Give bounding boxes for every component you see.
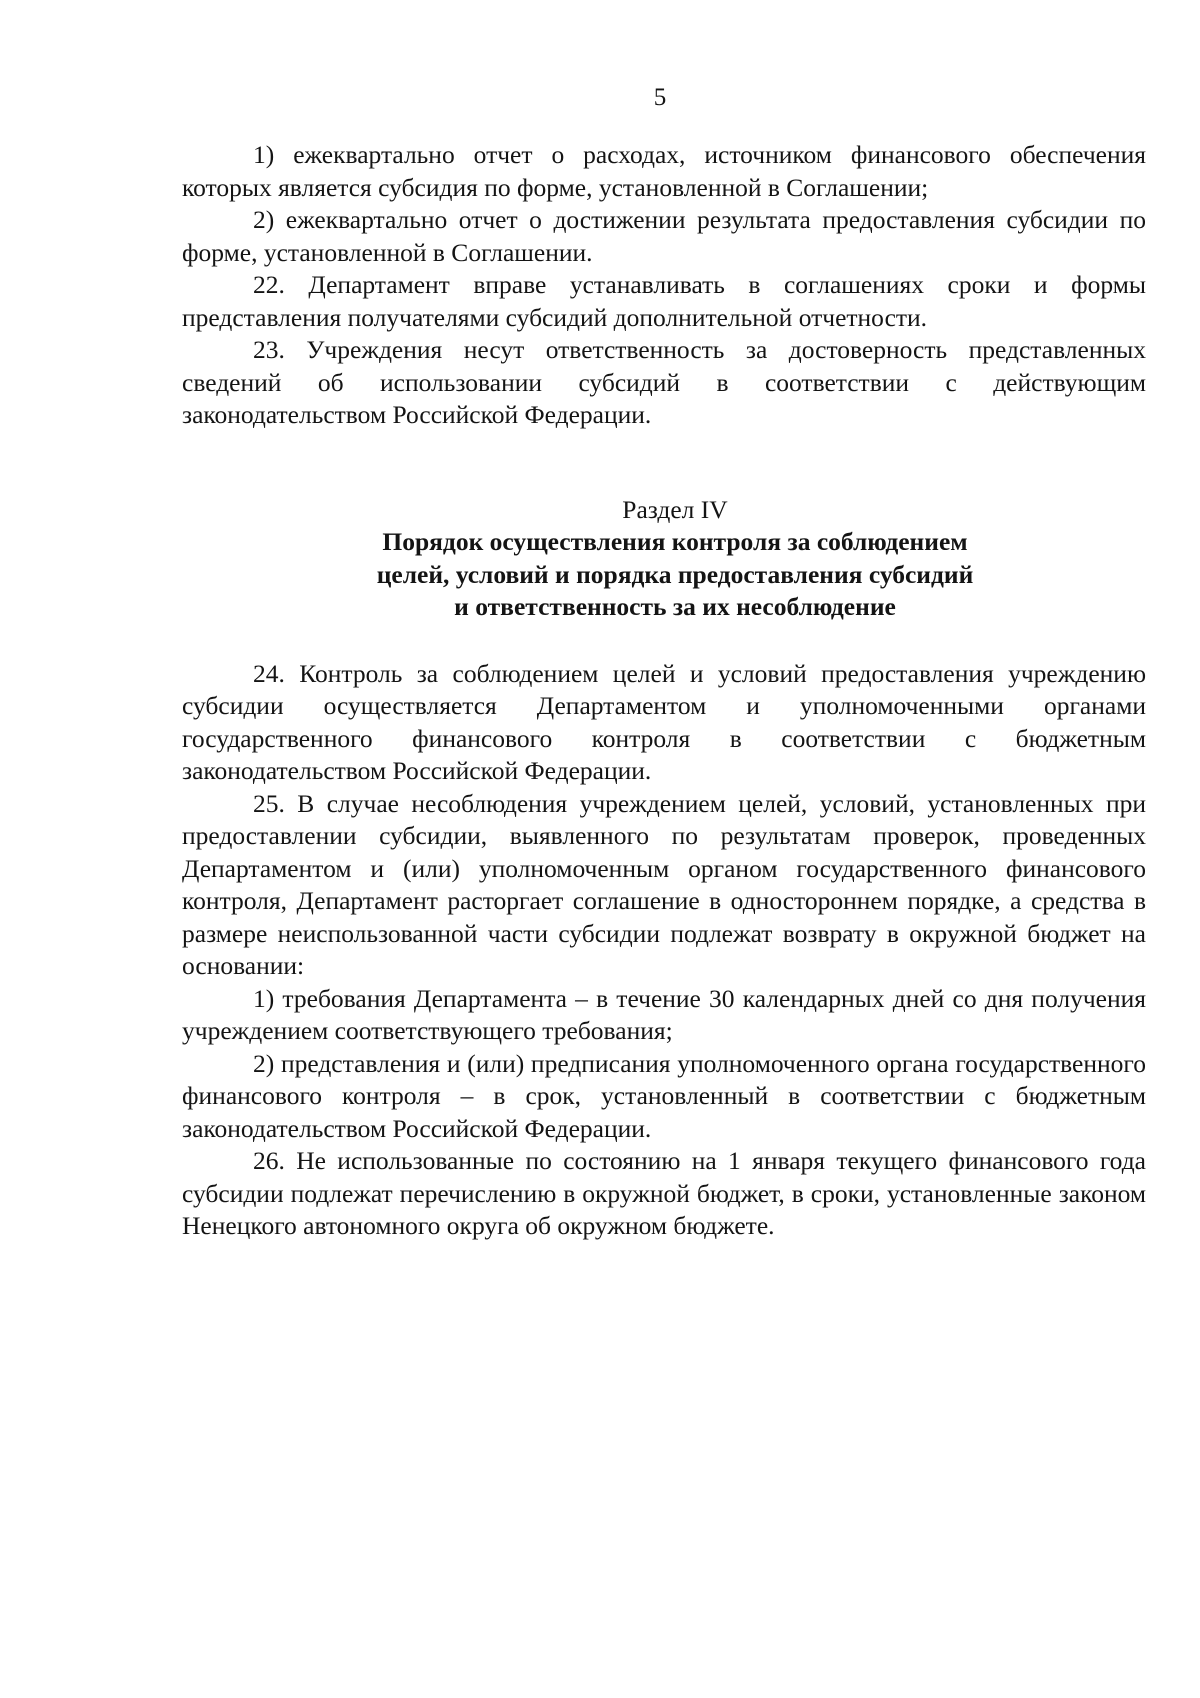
section-title-line-1: Порядок осуществления контроля за соблюдением <box>382 527 968 556</box>
section-title-line-2: целей, условий и порядка предоставления субсидий <box>376 559 974 589</box>
paragraph-22: 22. Департамент вправе устанавливать в соглашениях сроки и формы представления получателями субсидий дополнительной отчетности. <box>182 270 1146 332</box>
section-heading <box>182 494 1146 624</box>
section-label: Раздел IV <box>622 494 728 524</box>
paragraph-item-1: 1) ежеквартально отчет о расходах, источником финансового обеспечения которых является субсидия по форме, установленной в Соглашении; <box>182 140 1146 202</box>
document-body <box>182 139 1146 1243</box>
paragraph-item-2: 2) ежеквартально отчет о достижении результата предоставления субсидии по форме, установленной в Соглашении. <box>182 205 1146 267</box>
paragraph-23: 23. Учреждения несут ответственность за достоверность представленных сведений об использовании субсидий в соответствии с действующим законодательством Российской Федерации. <box>182 335 1146 429</box>
paragraph-24: 24. Контроль за соблюдением целей и условий предоставления учреждению субсидии осуществляется Департаментом и уполномоченными органами государственного финансового контроля в соответствии с бюджетным законодательством Российской Федерации. <box>182 658 1146 785</box>
section-title-line-3: и ответственность за их несоблюдение <box>454 592 896 621</box>
paragraph-25-item-2: 2) представления и (или) предписания уполномоченного органа государственного финансового контроля – в срок, установленный в соответствии с бюджетным законодательством Российской Федерации. <box>182 1048 1146 1143</box>
paragraph-25-item-1: 1) требования Департамента – в течение 30 календарных дней со дня получения учреждением соответствующего требования; <box>182 983 1146 1045</box>
paragraph-26: 26. Не использованные по состоянию на 1 января текущего финансового года субсидии подлежат перечислению в окружной бюджет, в сроки, установленные законом Ненецкого автономного округа об окружном бюджете. <box>182 1146 1146 1240</box>
paragraph-25: 25. В случае несоблюдения учреждением целей, условий, установленных при предоставлении субсидии, выявленного по результатам проверок, проведенных Департаментом и (или) уполномоченным органом государственного финансового контроля, Департамент расторгает соглашение в одностороннем порядке, а средства в размере неиспользованной части субсидии подлежат возврату в окружной бюджет на основании: <box>182 788 1146 980</box>
page-number: 5 <box>653 84 667 111</box>
